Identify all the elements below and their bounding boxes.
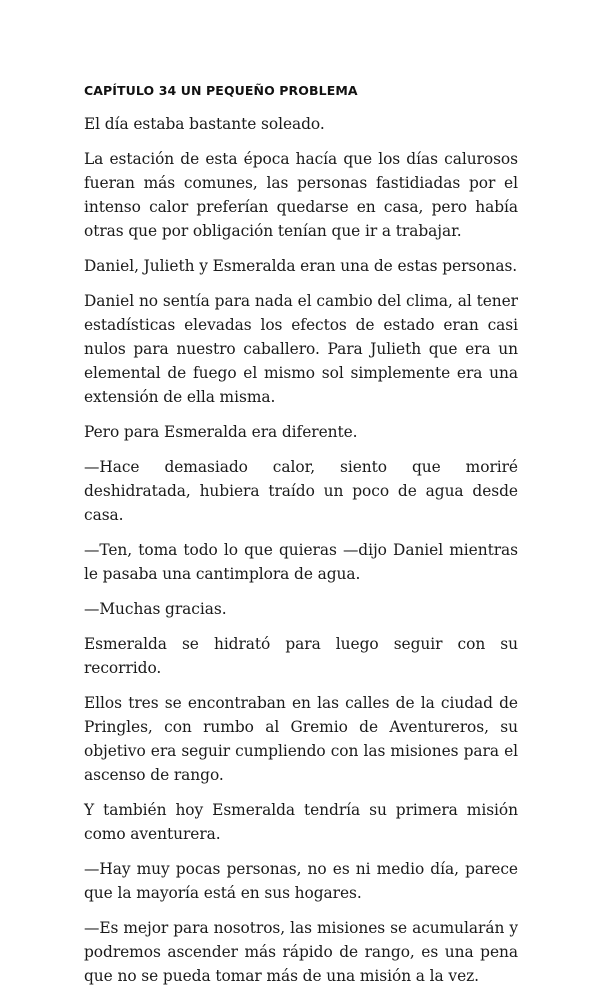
paragraph: —Hay muy pocas personas, no es ni medio día, parece que la mayoría está en sus hogares. bbox=[84, 860, 518, 902]
document-page bbox=[84, 78, 518, 999]
paragraph: —Hace demasiado calor, siento que moriré deshidratada, hubiera traído un poco de agua desde casa. bbox=[84, 458, 518, 524]
paragraph: El día estaba bastante soleado. bbox=[84, 115, 325, 133]
chapter-title: CAPÍTULO 34 UN PEQUEÑO PROBLEMA bbox=[84, 83, 358, 98]
paragraph: Daniel, Julieth y Esmeralda eran una de estas personas. bbox=[84, 257, 518, 275]
paragraph: La estación de esta época hacía que los días calurosos fueran más comunes, las personas fastidiadas por el intenso calor preferían quedarse en casa, pero había otras que por obligación tenían que ir a trabajar. bbox=[84, 150, 518, 240]
paragraph: —Muchas gracias. bbox=[84, 600, 227, 618]
paragraph: Y también hoy Esmeralda tendría su primera misión como aventurera. bbox=[84, 801, 518, 843]
paragraph: Ellos tres se encontraban en las calles de la ciudad de Pringles, con rumbo al Gremio de Aventureros, su objetivo era seguir cumpliendo con las misiones para el ascenso de rango. bbox=[84, 694, 518, 784]
paragraph: —Ten, toma todo lo que quieras —dijo Daniel mientras le pasaba una cantimplora de agua. bbox=[84, 541, 518, 583]
paragraph: —Es mejor para nosotros, las misiones se acumularán y podremos ascender más rápido de rango, es una pena que no se pueda tomar más de una misión a la vez. bbox=[84, 919, 518, 985]
paragraph: Esmeralda se hidrató para luego seguir con su recorrido. bbox=[84, 635, 518, 677]
paragraph: Daniel no sentía para nada el cambio del clima, al tener estadísticas elevadas los efectos de estado eran casi nulos para nuestro caballero. Para Julieth que era un elemental de fuego el mismo sol simplemente era una extensión de ella misma. bbox=[84, 292, 518, 406]
paragraph: Pero para Esmeralda era diferente. bbox=[84, 423, 358, 441]
